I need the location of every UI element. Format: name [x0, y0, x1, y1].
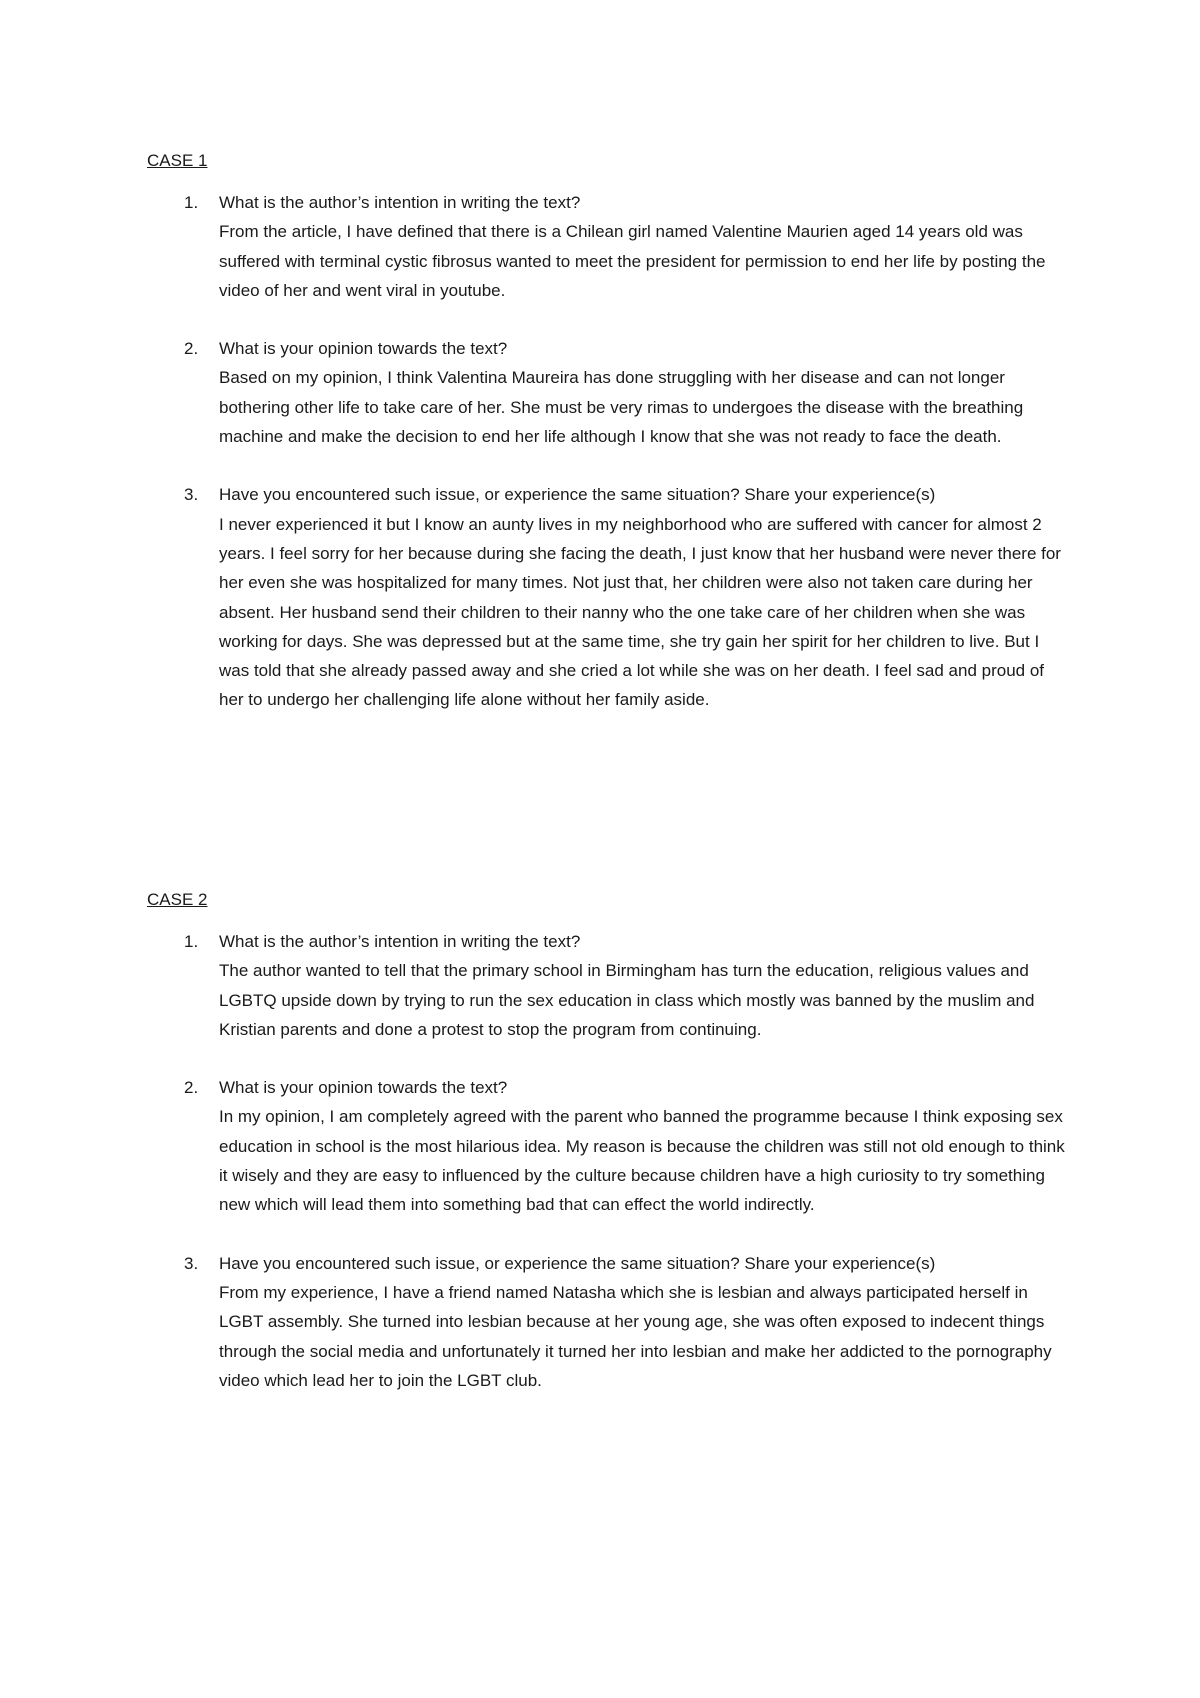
- answer-text: Based on my opinion, I think Valentina Maureira has done struggling with her disease and can not longer bothering other life to take care of her. She must be very rimas to undergoes the disease with the breathing machine and make the decision to end her life although I know that she was not ready to face the death.: [219, 368, 1024, 447]
- answer-text: The author wanted to tell that the primary school in Birmingham has turn the education, religious values and LGBTQ upside down by trying to run the sex education in class which mostly was banned by the muslim and Kristian parents and done a protest to stop the program from continuing.: [219, 961, 1035, 1039]
- question-number: 2.: [184, 1078, 199, 1098]
- question-number: 3.: [184, 485, 199, 505]
- case-1-question-3: [147, 480, 1067, 714]
- case-2-question-list: [147, 927, 1067, 1395]
- case-2-question-1: [147, 927, 1067, 1044]
- case-1-question-1: [147, 188, 1067, 305]
- question-text: What is the author’s intention in writing the text?: [219, 932, 581, 951]
- case-1-question-2: [147, 334, 1067, 451]
- answer-text: From my experience, I have a friend named Natasha which she is lesbian and always participated herself in LGBT assembly. She turned into lesbian because at her young age, she was often exposed to indecent things through the social media and unfortunately it turned her into lesbian and make her addicted to the pornography video which lead her to join the LGBT club.: [219, 1282, 1052, 1390]
- answer-text: From the article, I have defined that there is a Chilean girl named Valentine Maurien aged 14 years old was suffered with terminal cystic fibrosus wanted to meet the president for permission to end her life by posting the video of her and went viral in youtube.: [219, 222, 1046, 300]
- case-1-title: CASE 1: [147, 151, 208, 170]
- case-2-section: [147, 885, 1067, 1395]
- case-2-question-2: [147, 1073, 1067, 1219]
- case-1-question-list: [147, 188, 1067, 715]
- answer-text: In my opinion, I am completely agreed with the parent who banned the programme because I think exposing sex education in school is the most hilarious idea. My reason is because the children was still not old enough to think it wisely and they are easy to influenced by the culture because children have a high curiosity to try something new which will lead them into something bad that can effect the world indirectly.: [219, 1107, 1065, 1215]
- answer-text: I never experienced it but I know an aunty lives in my neighborhood who are suffered with cancer for almost 2 years. I feel sorry for her because during she facing the death, I just know that her husband were never there for her even she was hospitalized for many times. Not just that, her children were also not taken care during her absent. Her husband send their children to their nanny who the one take care of her children when she was working for days. She was depressed but at the same time, she try gain her spirit for her children to live. But I was told that she already passed away and she cried a lot while she was on her death. I feel sad and proud of her to undergo her challenging life alone without her family aside.: [219, 514, 1061, 710]
- question-number: 1.: [184, 932, 199, 951]
- question-text: Have you encountered such issue, or experience the same situation? Share your experience(s): [219, 485, 936, 505]
- case-2-title: CASE 2: [147, 890, 208, 909]
- question-text: Have you encountered such issue, or experience the same situation? Share your experience(s): [219, 1253, 936, 1273]
- question-text: What is the author’s intention in writing the text?: [219, 193, 581, 212]
- question-text: What is your opinion towards the text?: [219, 1078, 508, 1098]
- case-1-section: [147, 146, 1067, 715]
- question-number: 1.: [184, 193, 199, 212]
- question-number: 2.: [184, 339, 199, 359]
- case-2-question-3: [147, 1249, 1067, 1395]
- question-number: 3.: [184, 1253, 199, 1273]
- question-text: What is your opinion towards the text?: [219, 339, 508, 359]
